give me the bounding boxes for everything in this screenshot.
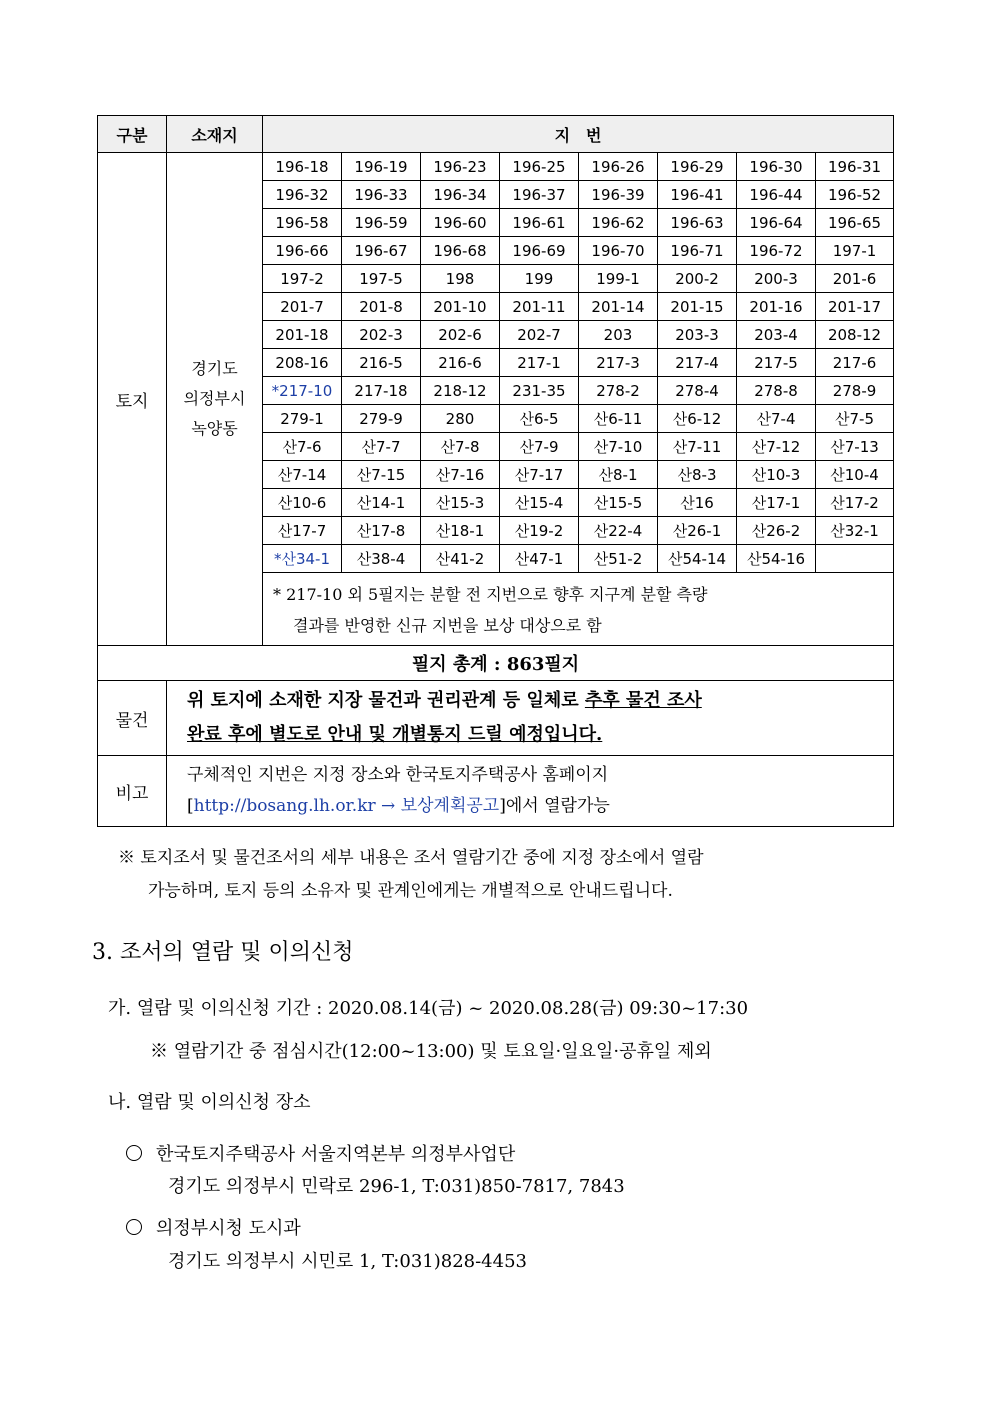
header-lot-number: 지 번: [263, 116, 894, 153]
location-line: 의정부시: [183, 389, 246, 408]
parcel-cell: 산7-10: [579, 433, 658, 461]
goods-text: [167, 681, 894, 756]
parcel-cell: 231-35: [500, 377, 579, 405]
parcel-cell: 201-8: [342, 293, 421, 321]
parcel-cell: 279-1: [263, 405, 342, 433]
parcel-cell: 196-69: [500, 237, 579, 265]
parcel-cell: 196-30: [737, 153, 816, 181]
parcel-cell: 197-2: [263, 265, 342, 293]
parcel-cell: 218-12: [421, 377, 500, 405]
homepage-link[interactable]: http://bosang.lh.or.kr → 보상계획공고: [193, 796, 500, 816]
parcel-cell: 196-23: [421, 153, 500, 181]
parcel-cell: 산8-1: [579, 461, 658, 489]
table-header-row: [98, 116, 894, 153]
parcel-cell: 217-5: [737, 349, 816, 377]
remarks-line-1: 구체적인 지번은 지정 장소와 한국토지주택공사 홈페이지: [187, 765, 609, 785]
parcel-cell: 196-62: [579, 209, 658, 237]
goods-text-underlined-1: 추후 물건 조사: [584, 690, 702, 711]
parcel-cell: 217-6: [816, 349, 894, 377]
inspection-place-heading: 나. 열람 및 이의신청 장소: [108, 1092, 311, 1113]
place-1-address: 경기도 의정부시 민락로 296-1, T:031)850-7817, 7843: [168, 1176, 625, 1197]
circle-bullet-icon: [126, 1145, 142, 1161]
parcel-cell: 208-12: [816, 321, 894, 349]
parcel-cell: 198: [421, 265, 500, 293]
parcel-cell: 196-59: [342, 209, 421, 237]
parcel-cell: 산47-1: [500, 545, 579, 573]
parcel-cell: 196-60: [421, 209, 500, 237]
remarks-bracket-open: [: [187, 796, 194, 816]
parcel-cell: 202-7: [500, 321, 579, 349]
parcel-cell: 201-15: [658, 293, 737, 321]
place-2-address: 경기도 의정부시 시민로 1, T:031)828-4453: [168, 1251, 527, 1272]
split-note-line-1: * 217-10 외 5필지는 분할 전 지번으로 향후 지구계 분할 측량: [273, 585, 708, 604]
parcel-cell: 산41-2: [421, 545, 500, 573]
parcel-cell: 216-5: [342, 349, 421, 377]
parcel-cell: 196-29: [658, 153, 737, 181]
place-1-name: 한국토지주택공사 서울지역본부 의정부사업단: [156, 1144, 516, 1165]
goods-row: [98, 681, 894, 756]
parcel-cell: 산6-12: [658, 405, 737, 433]
parcel-cell: 산7-17: [500, 461, 579, 489]
parcel-cell: 201-18: [263, 321, 342, 349]
parcel-cell: 196-65: [816, 209, 894, 237]
parcel-total: 필지 총계 : 863필지: [98, 646, 894, 681]
parcel-cell: *산34-1: [263, 545, 342, 573]
parcel-cell: 산8-3: [658, 461, 737, 489]
parcel-cell: 201-17: [816, 293, 894, 321]
parcel-cell: 산54-14: [658, 545, 737, 573]
parcel-cell: 203: [579, 321, 658, 349]
parcel-cell: 196-34: [421, 181, 500, 209]
parcel-cell: 산15-3: [421, 489, 500, 517]
survey-footnote: [118, 842, 903, 908]
parcel-cell: 산38-4: [342, 545, 421, 573]
category-cell: 토지: [98, 153, 167, 646]
parcel-cell: 278-4: [658, 377, 737, 405]
parcel-cell: 201-14: [579, 293, 658, 321]
parcel-cell: 278-9: [816, 377, 894, 405]
circle-bullet-icon: [126, 1219, 142, 1235]
parcel-cell: 산7-16: [421, 461, 500, 489]
parcel-cell: 278-8: [737, 377, 816, 405]
parcel-cell: 201-11: [500, 293, 579, 321]
parcel-cell: 산7-12: [737, 433, 816, 461]
parcel-cell: 217-18: [342, 377, 421, 405]
footnote-line-2: 가능하며, 토지 등의 소유자 및 관계인에게는 개별적으로 안내드립니다.: [148, 881, 673, 901]
parcel-cell: 산7-9: [500, 433, 579, 461]
parcel-cell: 산17-7: [263, 517, 342, 545]
header-category: 구분: [98, 116, 167, 153]
parcel-cell: 산17-2: [816, 489, 894, 517]
parcel-cell: 199: [500, 265, 579, 293]
split-note-line-2: 결과를 반영한 신규 지번을 보상 대상으로 함: [293, 616, 602, 635]
parcel-cell: 201-6: [816, 265, 894, 293]
parcel-cell: 산15-5: [579, 489, 658, 517]
remarks-rest: ]에서 열람가능: [499, 796, 610, 816]
parcel-cell: 196-67: [342, 237, 421, 265]
parcel-cell: 217-4: [658, 349, 737, 377]
place-2-name: 의정부시청 도시과: [156, 1218, 301, 1239]
parcel-cell: 산10-4: [816, 461, 894, 489]
parcel-cell: 196-58: [263, 209, 342, 237]
parcel-cell: 196-71: [658, 237, 737, 265]
parcel-cell: 산7-7: [342, 433, 421, 461]
parcel-cell: 산7-5: [816, 405, 894, 433]
remarks-label: 비고: [98, 756, 167, 827]
goods-label: 물건: [98, 681, 167, 756]
parcel-cell: 산54-16: [737, 545, 816, 573]
location-line: 녹양동: [191, 419, 238, 438]
inspection-period: 가. 열람 및 이의신청 기간 : 2020.08.14(금) ~ 2020.08.28(금) 09:30~17:30: [108, 998, 749, 1019]
remarks-row: [98, 756, 894, 827]
parcel-cell: *217-10: [263, 377, 342, 405]
parcel-cell: 196-31: [816, 153, 894, 181]
parcel-cell: 산10-6: [263, 489, 342, 517]
parcel-table: [97, 115, 894, 827]
remarks-text: [167, 756, 894, 827]
parcel-cell: 196-66: [263, 237, 342, 265]
split-note: [263, 573, 894, 646]
parcel-cell: 278-2: [579, 377, 658, 405]
parcel-cell: 196-41: [658, 181, 737, 209]
total-row: [98, 646, 894, 681]
header-location: 소재지: [167, 116, 263, 153]
parcel-cell: 196-68: [421, 237, 500, 265]
parcel-cell: 196-32: [263, 181, 342, 209]
parcel-cell: 196-63: [658, 209, 737, 237]
parcel-cell: 산10-3: [737, 461, 816, 489]
parcel-cell: 196-19: [342, 153, 421, 181]
table-row: [98, 153, 894, 181]
parcel-cell: 203-4: [737, 321, 816, 349]
parcel-cell: 216-6: [421, 349, 500, 377]
parcel-cell: 217-3: [579, 349, 658, 377]
parcel-cell: 196-37: [500, 181, 579, 209]
parcel-cell: 279-9: [342, 405, 421, 433]
parcel-cell: 산15-4: [500, 489, 579, 517]
parcel-cell: 196-39: [579, 181, 658, 209]
parcel-cell: [816, 545, 894, 573]
parcel-cell: 산7-8: [421, 433, 500, 461]
location-line: 경기도: [191, 359, 238, 378]
goods-text-underlined-2: 완료 후에 별도로 안내 및 개별통지 드릴 예정입니다.: [187, 724, 603, 745]
parcel-cell: 201-7: [263, 293, 342, 321]
parcel-cell: 196-72: [737, 237, 816, 265]
parcel-cell: 산18-1: [421, 517, 500, 545]
parcel-cell: 202-6: [421, 321, 500, 349]
parcel-cell: 202-3: [342, 321, 421, 349]
parcel-cell: 217-1: [500, 349, 579, 377]
parcel-cell: 199-1: [579, 265, 658, 293]
parcel-cell: 196-26: [579, 153, 658, 181]
location-cell: [167, 153, 263, 646]
parcel-cell: 산26-1: [658, 517, 737, 545]
parcel-cell: 203-3: [658, 321, 737, 349]
parcel-cell: 200-2: [658, 265, 737, 293]
parcel-cell: 산22-4: [579, 517, 658, 545]
parcel-cell: 산7-14: [263, 461, 342, 489]
parcel-cell: 200-3: [737, 265, 816, 293]
place-2-name-line: [126, 1214, 301, 1240]
parcel-cell: 산32-1: [816, 517, 894, 545]
goods-text-plain: 위 토지에 소재한 지장 물건과 권리관계 등 일체로: [187, 690, 585, 711]
parcel-cell: 산7-15: [342, 461, 421, 489]
footnote-line-1: ※ 토지조서 및 물건조서의 세부 내용은 조서 열람기간 중에 지정 장소에서 열람: [118, 848, 704, 868]
parcel-cell: 산6-11: [579, 405, 658, 433]
parcel-cell: 산6-5: [500, 405, 579, 433]
parcel-cell: 196-33: [342, 181, 421, 209]
parcel-cell: 산7-4: [737, 405, 816, 433]
place-1-name-line: [126, 1140, 515, 1166]
parcel-cell: 산26-2: [737, 517, 816, 545]
parcel-cell: 201-10: [421, 293, 500, 321]
parcel-cell: 196-70: [579, 237, 658, 265]
parcel-cell: 산51-2: [579, 545, 658, 573]
parcel-cell: 196-18: [263, 153, 342, 181]
parcel-cell: 산7-6: [263, 433, 342, 461]
parcel-cell: 197-5: [342, 265, 421, 293]
parcel-cell: 196-64: [737, 209, 816, 237]
parcel-cell: 산17-8: [342, 517, 421, 545]
parcel-cell: 산19-2: [500, 517, 579, 545]
parcel-cell: 196-44: [737, 181, 816, 209]
parcel-cell: 산14-1: [342, 489, 421, 517]
parcel-cell: 196-25: [500, 153, 579, 181]
inspection-period-note: ※ 열람기간 중 점심시간(12:00~13:00) 및 토요일·일요일·공휴일 제외: [150, 1041, 712, 1062]
parcel-cell: 산7-11: [658, 433, 737, 461]
section-3-title: 3. 조서의 열람 및 이의신청: [92, 940, 354, 965]
parcel-cell: 산16: [658, 489, 737, 517]
parcel-cell: 280: [421, 405, 500, 433]
parcel-cell: 208-16: [263, 349, 342, 377]
parcel-cell: 산7-13: [816, 433, 894, 461]
parcel-cell: 196-52: [816, 181, 894, 209]
parcel-cell: 201-16: [737, 293, 816, 321]
parcel-cell: 196-61: [500, 209, 579, 237]
parcel-cell: 산17-1: [737, 489, 816, 517]
parcel-cell: 197-1: [816, 237, 894, 265]
